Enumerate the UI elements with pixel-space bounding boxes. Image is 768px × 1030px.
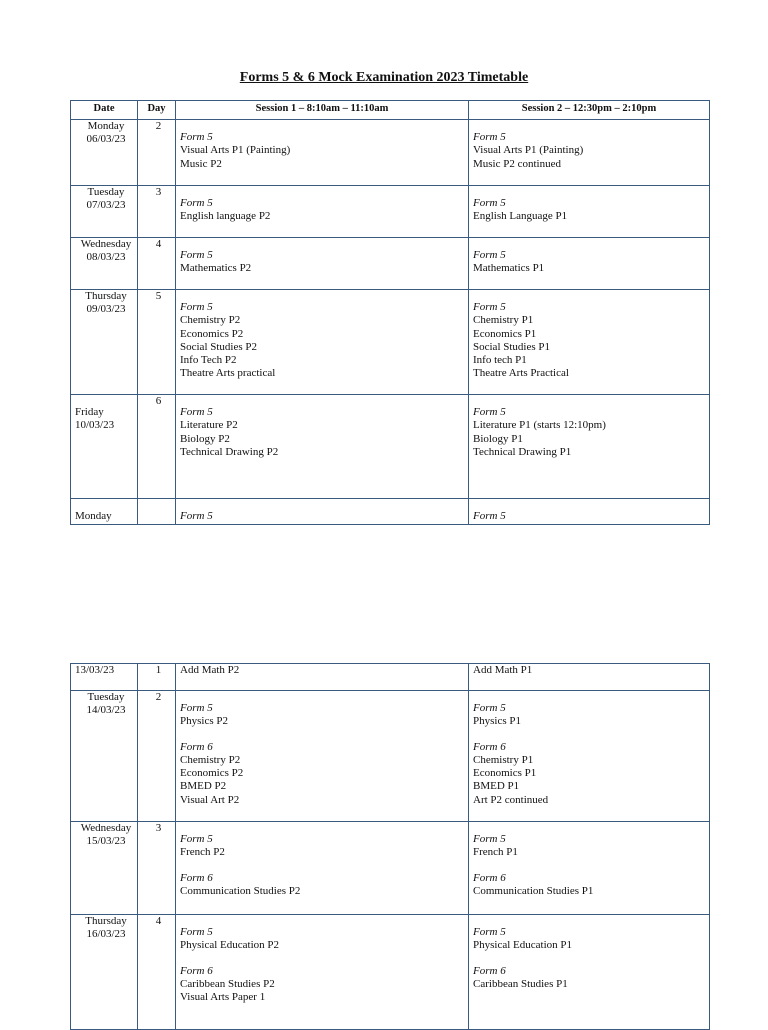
date-value: 15/03/23 (86, 835, 126, 848)
day-number: 3 (138, 822, 176, 915)
weekday: Thursday (85, 915, 127, 927)
subject: Theatre Arts practical (180, 367, 276, 380)
weekday: Wednesday (80, 238, 132, 250)
session-2-cell (469, 238, 710, 290)
subject: Literature P1 (starts 12:10pm) (473, 419, 606, 432)
session-2-cell (469, 664, 710, 691)
timetable-row (71, 664, 710, 691)
weekday: Tuesday (87, 691, 125, 703)
timetable-row (71, 395, 710, 499)
form-label: Form 5 (473, 249, 506, 261)
form-label: Form 5 (180, 131, 213, 143)
subject: Physics P2 (180, 715, 228, 728)
form-label: Form 5 (180, 833, 213, 845)
session-1-cell (176, 664, 469, 691)
subject: Communication Studies P2 (180, 884, 301, 897)
subject: Economics P1 (473, 767, 537, 780)
subject: Info Tech P2 (180, 354, 237, 367)
date-cell (71, 691, 138, 822)
subject: Mathematics P1 (473, 262, 545, 275)
day-number: 1 (138, 664, 176, 691)
subject: Economics P1 (473, 327, 537, 340)
timetable-row (71, 691, 710, 822)
form-gap (180, 729, 468, 741)
session-2-cell (469, 691, 710, 822)
date-cell (71, 238, 138, 290)
subject: Visual Arts Paper 1 (180, 991, 266, 1004)
subject: French P1 (473, 846, 518, 859)
form-label: Form 5 (473, 926, 506, 938)
date-cell (71, 822, 138, 915)
day-number: 4 (138, 915, 176, 1030)
session-1-cell (176, 499, 469, 525)
subject: Economics P2 (180, 327, 244, 340)
header-session-1: Session 1 – 8:10am – 11:10am (176, 101, 469, 120)
form-label: Form 6 (473, 871, 506, 884)
form-label: Form 6 (180, 740, 213, 753)
subject: French P2 (180, 846, 225, 859)
form-label: Form 5 (473, 131, 506, 143)
timetable-row (71, 915, 710, 1030)
subject: Info tech P1 (473, 354, 527, 367)
date-cell (71, 664, 138, 691)
subject: English language P2 (180, 210, 271, 223)
session-1-cell (176, 915, 469, 1030)
header-row (71, 101, 710, 120)
subject: Theatre Arts Practical (473, 367, 569, 380)
subject: Literature P2 (180, 419, 238, 432)
form-label: Form 6 (180, 964, 213, 977)
session-2-cell (469, 499, 710, 525)
date-cell (71, 499, 138, 525)
subject: Physical Education P1 (473, 939, 572, 952)
subject: Communication Studies P1 (473, 884, 594, 897)
session-1-cell (176, 691, 469, 822)
timetable-page-1 (70, 100, 710, 525)
subject: BMED P2 (180, 780, 227, 793)
weekday: Wednesday (80, 822, 132, 834)
timetable-row (71, 186, 710, 238)
subject: Caribbean Studies P2 (180, 977, 275, 990)
subject: Music P2 continued (473, 157, 561, 170)
page-title: Forms 5 & 6 Mock Examination 2023 Timetable (239, 70, 529, 85)
session-2-cell (469, 915, 710, 1030)
date-value: 16/03/23 (86, 928, 126, 941)
date-value: 13/03/23 (75, 664, 115, 676)
subject: Visual Arts P1 (Painting) (180, 144, 291, 157)
subject: Biology P1 (473, 432, 523, 445)
subject: BMED P1 (473, 780, 520, 793)
subject: English Language P1 (473, 210, 568, 223)
date-value: 06/03/23 (86, 133, 126, 146)
form-label: Form 5 (180, 197, 213, 209)
day-number (138, 499, 176, 525)
form-gap (473, 953, 709, 965)
form-label: Form 6 (473, 740, 506, 753)
day-number: 4 (138, 238, 176, 290)
header-day: Day (138, 101, 176, 120)
form-label: Form 5 (473, 301, 506, 313)
weekday: Thursday (85, 290, 127, 302)
subject: Social Studies P1 (473, 340, 551, 353)
form-label: Form 5 (180, 249, 213, 261)
form-label: Form 5 (473, 833, 506, 845)
timetable-row (71, 120, 710, 186)
day-number: 2 (138, 691, 176, 822)
weekday: Monday (75, 510, 112, 522)
timetable-row (71, 822, 710, 915)
date-cell (71, 120, 138, 186)
subject: Caribbean Studies P1 (473, 977, 568, 990)
form-label: Form 5 (473, 406, 506, 418)
weekday: Monday (87, 120, 125, 132)
form-label: Form 5 (473, 510, 506, 522)
date-cell (71, 186, 138, 238)
timetable-row (71, 290, 710, 395)
session-2-cell (469, 822, 710, 915)
subject: Economics P2 (180, 767, 244, 780)
form-gap (180, 953, 468, 965)
form-label: Form 5 (180, 926, 213, 938)
form-label: Form 6 (180, 871, 213, 884)
form-label: Form 6 (473, 964, 506, 977)
day-number: 6 (138, 395, 176, 499)
subject: Physical Education P2 (180, 939, 279, 952)
subject: Visual Arts P1 (Painting) (473, 144, 584, 157)
session-1-cell (176, 120, 469, 186)
form-label: Form 5 (180, 406, 213, 418)
subject: Chemistry P2 (180, 314, 241, 327)
session-1-cell (176, 822, 469, 915)
form-label: Form 5 (473, 197, 506, 209)
subject: Physics P1 (473, 715, 521, 728)
date-cell (71, 395, 138, 499)
header-session-2: Session 2 – 12:30pm – 2:10pm (469, 101, 710, 120)
session-1-cell (176, 290, 469, 395)
session-2-cell (469, 395, 710, 499)
timetable-row (71, 499, 710, 525)
form-label: Form 5 (180, 301, 213, 313)
day-number: 3 (138, 186, 176, 238)
day-number: 5 (138, 290, 176, 395)
subject: Art P2 continued (473, 793, 549, 806)
form-label: Form 5 (180, 510, 213, 522)
session-2-cell (469, 290, 710, 395)
subject: Music P2 (180, 157, 222, 170)
session-1-cell (176, 186, 469, 238)
session-2-cell (469, 120, 710, 186)
subject: Visual Art P2 (180, 793, 240, 806)
date-value: 10/03/23 (75, 419, 115, 432)
subject: Add Math P1 (473, 664, 533, 676)
subject: Chemistry P1 (473, 314, 534, 327)
session-1-cell (176, 395, 469, 499)
date-value: 09/03/23 (86, 303, 126, 316)
date-cell (71, 290, 138, 395)
subject: Technical Drawing P2 (180, 445, 279, 458)
weekday: Friday (75, 406, 104, 418)
subject: Chemistry P2 (180, 753, 241, 766)
session-2-cell (469, 186, 710, 238)
date-value: 14/03/23 (86, 704, 126, 717)
header-date: Date (71, 101, 138, 120)
subject: Add Math P2 (180, 664, 240, 676)
subject: Technical Drawing P1 (473, 445, 572, 458)
form-label: Form 5 (180, 702, 213, 714)
subject: Biology P2 (180, 432, 230, 445)
day-number: 2 (138, 120, 176, 186)
subject: Chemistry P1 (473, 753, 534, 766)
subject: Social Studies P2 (180, 340, 258, 353)
form-gap (180, 860, 468, 872)
subject: Mathematics P2 (180, 262, 252, 275)
date-value: 07/03/23 (86, 199, 126, 212)
form-gap (473, 729, 709, 741)
form-label: Form 5 (473, 702, 506, 714)
timetable-row (71, 238, 710, 290)
weekday: Tuesday (87, 186, 125, 198)
date-value: 08/03/23 (86, 251, 126, 264)
date-cell (71, 915, 138, 1030)
session-1-cell (176, 238, 469, 290)
form-gap (473, 860, 709, 872)
timetable-page-2 (70, 663, 710, 1030)
